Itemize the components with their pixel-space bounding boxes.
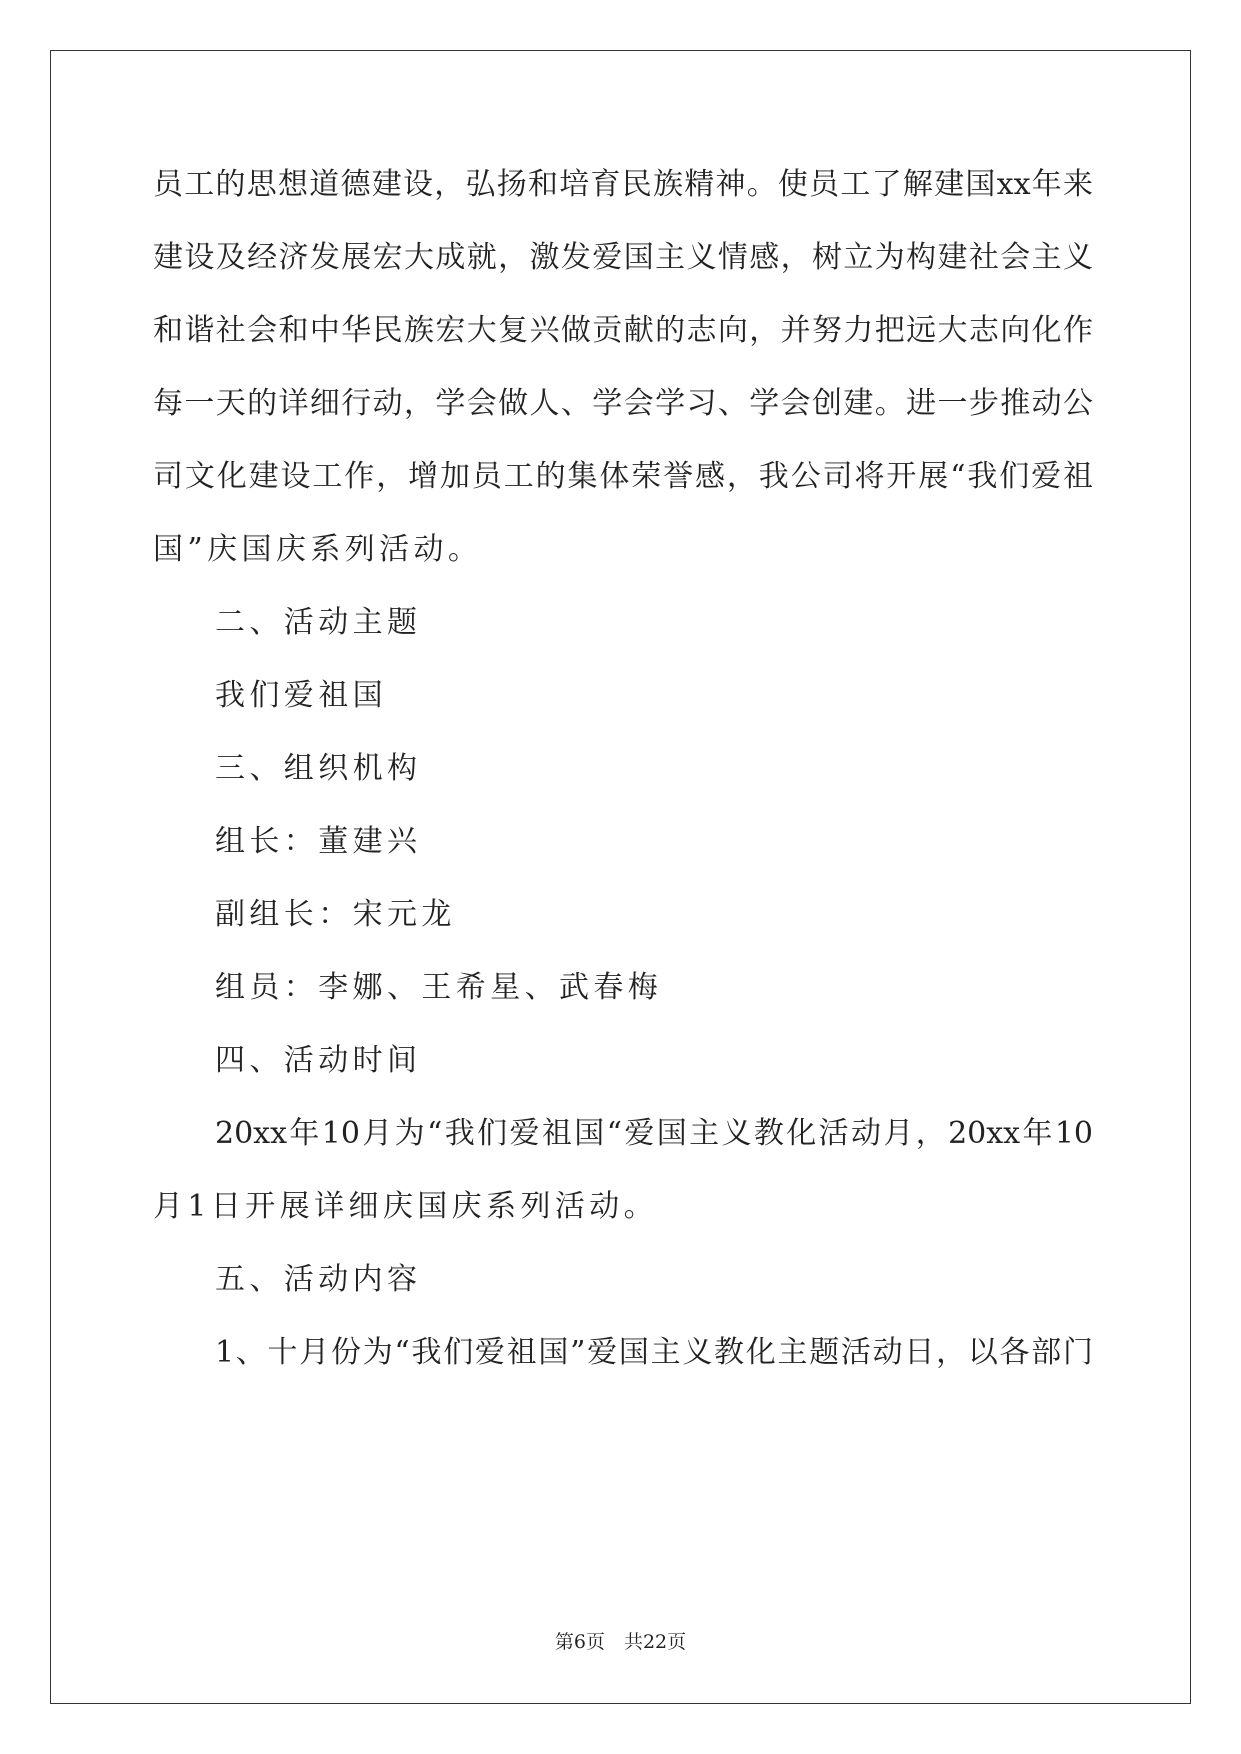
section-heading-organization: 三、组织机构 [215, 751, 422, 786]
paragraph-line: 司文化建设工作，增加员工的集体荣誉感，我公司将开展“我们爱祖 [153, 459, 1093, 494]
paragraph-line: 和谐社会和中华民族宏大复兴做贡献的志向，并努力把远大志向化作 [153, 313, 1093, 348]
leader-text: 组长：董建兴 [215, 824, 422, 859]
time-line: 20xx年10月为“我们爱祖国“爱国主义教化活动月，20xx年10 [215, 1116, 1093, 1151]
page-frame [50, 50, 1191, 1704]
paragraph-line: 国”庆国庆系列活动。 [153, 532, 483, 567]
content-line: 1、十月份为“我们爱祖国”爱国主义教化主题活动日，以各部门 [215, 1335, 1093, 1370]
page-number-footer: 第6页 共22页 [554, 1631, 687, 1653]
paragraph-line: 建设及经济发展宏大成就，激发爱国主义情感，树立为构建社会主义 [153, 240, 1093, 275]
members-text: 组员：李娜、王希星、武春梅 [215, 970, 663, 1005]
theme-text: 我们爱祖国 [215, 678, 387, 713]
section-heading-content: 五、活动内容 [215, 1262, 422, 1297]
paragraph-line: 每一天的详细行动，学会做人、学会学习、学会创建。进一步推动公 [153, 386, 1093, 421]
time-line: 月1日开展详细庆国庆系列活动。 [153, 1189, 659, 1224]
section-heading-time: 四、活动时间 [215, 1043, 422, 1078]
deputy-leader-text: 副组长：宋元龙 [215, 897, 456, 932]
section-heading-theme: 二、活动主题 [215, 605, 422, 640]
paragraph-line: 员工的思想道德建设，弘扬和培育民族精神。使员工了解建国xx年来 [153, 167, 1093, 202]
